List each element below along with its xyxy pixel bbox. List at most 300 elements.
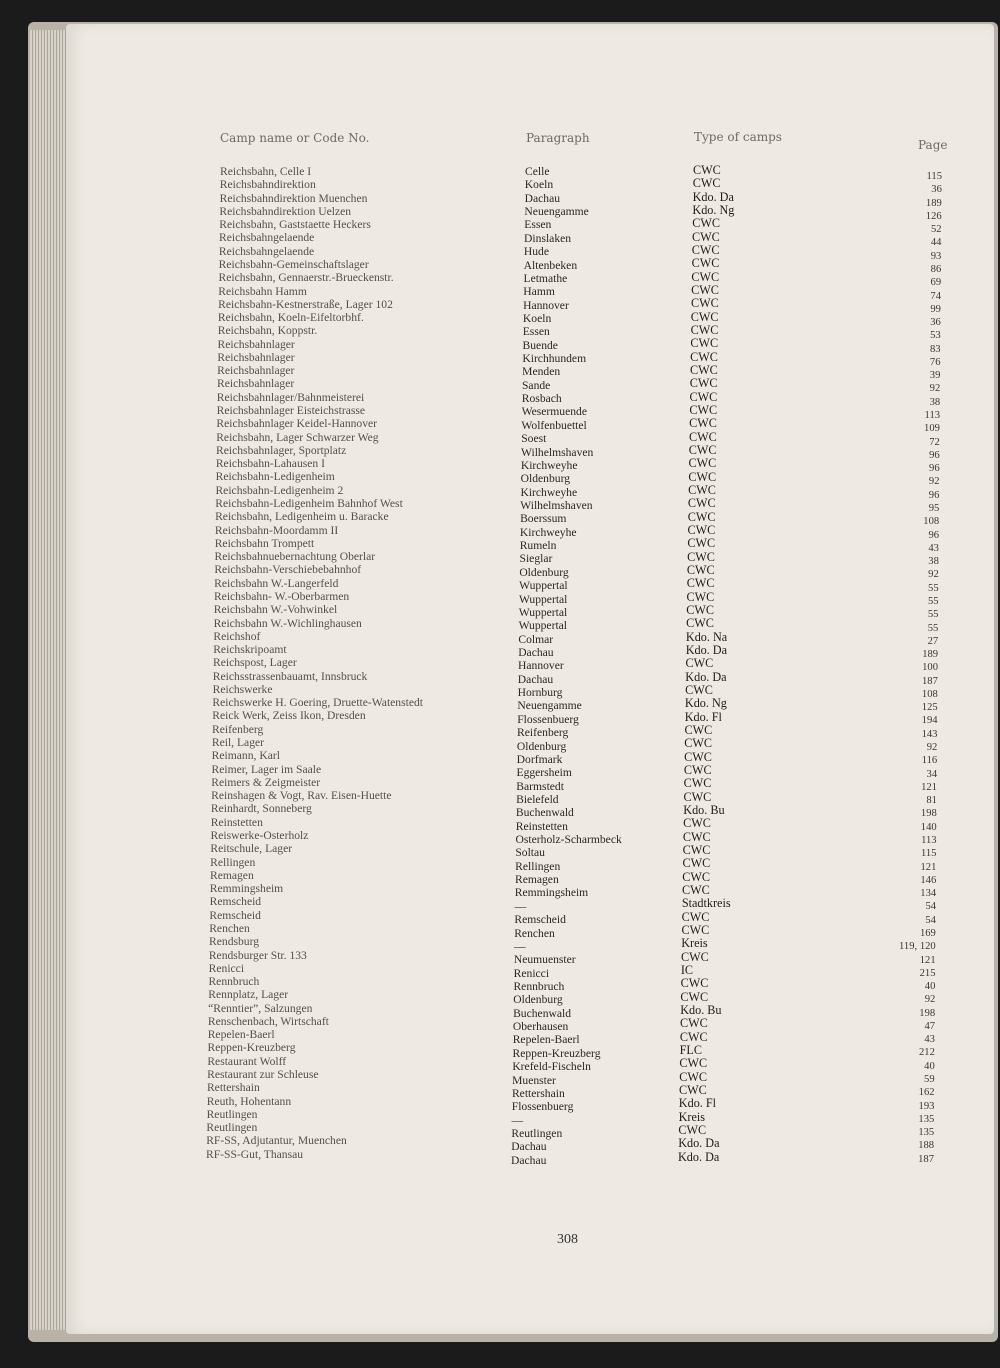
- table-row: [0, 709, 1000, 727]
- camp-type-cell: CWC: [682, 869, 711, 884]
- camp-type-cell: CWC: [690, 309, 719, 324]
- camp-type-cell: CWC: [689, 389, 718, 404]
- camp-type-cell: CWC: [682, 883, 710, 898]
- paragraph-cell: —: [514, 939, 526, 953]
- table-row: [0, 403, 1000, 422]
- page-cell: 59: [924, 1074, 935, 1086]
- camp-name-cell: Reichsbahn-Kestnerstraße, Lager 102: [218, 297, 393, 311]
- table-row: [0, 815, 1000, 833]
- table-row: [0, 669, 1000, 687]
- page-cell: 43: [928, 542, 939, 554]
- paragraph-cell: Reifenberg: [517, 726, 569, 740]
- camp-name-cell: Rennplatz, Lager: [208, 988, 289, 1002]
- paragraph-cell: Dinslaken: [524, 231, 572, 245]
- paragraph-cell: Buende: [522, 338, 558, 352]
- page-cell: 92: [928, 569, 939, 581]
- table-row: [0, 563, 1000, 581]
- paragraph-cell: Hude: [523, 245, 549, 259]
- camp-name-cell: Reichsbahn- W.-Oberbarmen: [213, 589, 350, 603]
- camp-type-cell: Kdo. Ng: [692, 203, 735, 217]
- paragraph-cell: Wuppertal: [518, 605, 568, 619]
- camp-type-cell: CWC: [686, 616, 714, 631]
- table-row: [0, 443, 1000, 461]
- page-cell: 38: [929, 396, 941, 408]
- page-cell: 198: [919, 1007, 936, 1019]
- paragraph-cell: Renicci: [513, 966, 550, 980]
- paragraph-cell: Neuengamme: [517, 699, 582, 713]
- page-cell: 212: [918, 1047, 935, 1059]
- page-cell: 74: [930, 290, 942, 302]
- paragraph-cell: Wilhelmshaven: [520, 499, 593, 513]
- paragraph-cell: Celle: [525, 165, 550, 178]
- paragraph-cell: Oldenburg: [519, 565, 569, 579]
- camp-name-cell: Remscheid: [209, 908, 261, 922]
- page-cell: 44: [930, 237, 942, 249]
- camp-type-cell: CWC: [693, 163, 721, 177]
- page-cell: 96: [929, 449, 940, 461]
- paragraph-cell: Rumeln: [519, 539, 557, 553]
- page-cell: 116: [921, 755, 938, 767]
- page-cell: 125: [921, 702, 938, 714]
- camp-type-cell: CWC: [691, 256, 720, 271]
- paragraph-cell: Muenster: [512, 1073, 556, 1087]
- camp-type-cell: FLC: [679, 1043, 702, 1058]
- paragraph-cell: Wolfenbuettel: [521, 418, 587, 432]
- paragraph-cell: Sieglar: [519, 552, 553, 566]
- page-cell: 187: [918, 1153, 934, 1165]
- camp-name-cell: Reil, Lager: [211, 736, 265, 750]
- table-row: [0, 163, 1000, 182]
- camp-name-cell: Reiswerke-Osterholz: [210, 829, 309, 842]
- table-row: [0, 988, 1000, 1007]
- camp-type-cell: CWC: [686, 589, 715, 604]
- paragraph-cell: Oldenburg: [520, 472, 571, 486]
- paragraph-cell: Dorfmark: [516, 752, 563, 766]
- page-cell: 93: [930, 250, 942, 262]
- table-row: [0, 509, 1000, 528]
- paragraph-cell: Buchenwald: [515, 806, 574, 820]
- paragraph-cell: Neumuenster: [513, 953, 576, 967]
- camp-name-cell: Rellingen: [210, 855, 256, 869]
- camp-name-cell: Rendsburg: [209, 935, 260, 949]
- page-cell: 36: [930, 317, 941, 329]
- camp-type-cell: CWC: [688, 443, 717, 457]
- camp-name-cell: Reichsbahn, Celle I: [220, 165, 312, 178]
- table-row: [0, 868, 1000, 887]
- camp-name-cell: Reichsbahn, Gennaerstr.-Brueckenstr.: [218, 271, 394, 285]
- camp-name-cell: Remagen: [209, 868, 254, 882]
- camp-type-cell: CWC: [680, 1016, 708, 1031]
- page-cell: 76: [929, 356, 941, 368]
- table-row: [0, 855, 1000, 873]
- camp-name-cell: Reinshagen & Vogt, Rav. Eisen-Huette: [211, 789, 392, 803]
- camp-type-cell: CWC: [681, 949, 709, 964]
- header-camp-name: Camp name or Code No.: [220, 131, 370, 145]
- page-cell: 43: [924, 1034, 935, 1046]
- camp-name-cell: Reichsbahn, Ledigenheim u. Baracke: [215, 510, 389, 524]
- page-cell: 113: [921, 835, 937, 846]
- camp-type-cell: CWC: [691, 269, 720, 284]
- paragraph-cell: Rettershain: [511, 1086, 565, 1100]
- camp-type-cell: Kdo. Ng: [684, 696, 727, 711]
- table-row: [0, 829, 1000, 847]
- page-cell: 55: [927, 622, 939, 634]
- page-cell: 95: [928, 503, 940, 514]
- camp-name-cell: Restaurant zur Schleuse: [207, 1068, 319, 1082]
- camp-type-cell: CWC: [686, 563, 715, 577]
- camp-name-cell: Reichswerke: [212, 682, 273, 696]
- paragraph-cell: Reppen-Kreuzberg: [512, 1046, 601, 1060]
- camp-type-cell: CWC: [679, 1029, 708, 1044]
- paragraph-cell: Kirchweyhe: [520, 485, 578, 499]
- camp-name-cell: Reichskripoamt: [213, 643, 287, 657]
- paragraph-cell: Koeln: [522, 311, 552, 325]
- page-cell: 100: [922, 662, 938, 674]
- camp-name-cell: Reutlingen: [206, 1107, 258, 1121]
- page-cell: 81: [926, 795, 937, 807]
- camp-type-cell: CWC: [687, 509, 716, 524]
- table-row: [0, 762, 1000, 780]
- camp-name-cell: Reichsbahn, Lager Schwarzer Weg: [216, 430, 379, 444]
- page-number: 308: [557, 1232, 578, 1247]
- paragraph-cell: Rennbruch: [513, 980, 565, 994]
- camp-type-cell: Kdo. Fl: [678, 1096, 717, 1111]
- camp-name-cell: Rendsburger Str. 133: [208, 948, 307, 962]
- camp-name-cell: Reichsbahnlager, Sportplatz: [216, 443, 347, 457]
- camp-name-cell: Reifenberg: [212, 722, 264, 736]
- camp-name-cell: Reichsbahn-Lahausen I: [215, 457, 325, 471]
- page-cell: 39: [929, 370, 941, 382]
- camp-type-cell: CWC: [681, 923, 710, 938]
- camp-type-cell: CWC: [690, 323, 719, 338]
- paragraph-cell: Wesermuende: [521, 405, 587, 419]
- camp-type-cell: CWC: [685, 683, 713, 697]
- table-row: [0, 802, 1000, 820]
- camp-name-cell: Reichsbahnlager Keidel-Hannover: [216, 417, 378, 431]
- camp-name-cell: Reitschule, Lager: [210, 842, 293, 856]
- table-row: [0, 656, 1000, 674]
- camp-type-cell: CWC: [682, 829, 711, 844]
- camp-name-cell: Reichsbahn-Moordamm II: [214, 523, 339, 537]
- page-cell: 55: [927, 609, 939, 621]
- camp-name-cell: RF-SS, Adjutantur, Muenchen: [206, 1134, 347, 1148]
- page-cell: 92: [924, 994, 936, 1006]
- camp-name-cell: Reichsbahn Hamm: [218, 284, 307, 298]
- table-row: [0, 456, 1000, 475]
- page-cell: 109: [924, 423, 940, 435]
- camp-name-cell: Reichsbahn-Ledigenheim: [215, 470, 335, 484]
- page-cell: 215: [919, 967, 936, 979]
- table-row: [0, 789, 1000, 807]
- page-cell: 53: [930, 330, 941, 342]
- table-row: [0, 549, 1000, 568]
- paragraph-cell: Krefeld-Fischeln: [512, 1060, 591, 1074]
- table-row: [0, 1041, 1000, 1060]
- paragraph-cell: Kirchhundem: [522, 352, 587, 366]
- page-cell: 189: [925, 197, 942, 209]
- table-row: [0, 749, 1000, 767]
- paragraph-cell: Oberhausen: [512, 1020, 569, 1034]
- camp-name-cell: “Renntier”, Salzungen: [208, 1001, 313, 1015]
- camp-type-cell: CWC: [686, 603, 715, 618]
- paragraph-cell: —: [511, 1113, 524, 1127]
- paragraph-cell: Eggersheim: [516, 766, 572, 780]
- paragraph-cell: Reinstetten: [515, 819, 568, 833]
- camp-type-cell: Stadtkreis: [681, 896, 731, 911]
- camp-name-cell: Reichsbahnlager: [216, 377, 295, 391]
- camp-name-cell: Reinhardt, Sonneberg: [210, 802, 312, 816]
- camp-name-cell: Reichsbahn W.-Vohwinkel: [213, 603, 338, 617]
- camp-type-cell: CWC: [689, 376, 718, 391]
- table-row: [0, 363, 1000, 382]
- camp-type-cell: CWC: [681, 909, 710, 924]
- paragraph-cell: Remmingsheim: [514, 886, 589, 900]
- camp-type-cell: CWC: [684, 736, 713, 751]
- page-cell: 169: [919, 927, 936, 939]
- paragraph-cell: Colmar: [518, 632, 554, 646]
- camp-type-cell: CWC: [691, 283, 719, 298]
- camp-name-cell: Reichswerke H. Goering, Druette-Watenstedt: [212, 696, 423, 710]
- page-cell: 188: [918, 1140, 935, 1152]
- page-cell: 121: [920, 861, 937, 873]
- camp-name-cell: RF-SS-Gut, Thansau: [206, 1147, 304, 1161]
- header-paragraph: Paragraph: [526, 131, 590, 145]
- camp-type-cell: Kdo. Bu: [680, 1003, 722, 1018]
- page-cell: 121: [919, 954, 936, 966]
- camp-name-cell: Reimer, Lager im Saale: [211, 762, 322, 776]
- camp-type-cell: CWC: [679, 1056, 708, 1071]
- camp-name-cell: Reuth, Hohentann: [206, 1094, 292, 1108]
- camp-name-cell: Reimers & Zeigmeister: [211, 775, 321, 789]
- camp-type-cell: IC: [680, 963, 694, 978]
- camp-name-cell: Reppen-Kreuzberg: [207, 1041, 296, 1055]
- paragraph-cell: Altenbeken: [523, 258, 578, 272]
- camp-type-cell: CWC: [680, 976, 709, 991]
- paragraph-cell: Kirchweyhe: [519, 525, 577, 539]
- page-cell: 126: [925, 210, 942, 222]
- camp-name-cell: Reichsbahnlager: [217, 364, 295, 378]
- camp-type-cell: CWC: [679, 1083, 707, 1098]
- table-row: [0, 682, 1000, 700]
- camp-name-cell: Reichspost, Lager: [213, 656, 297, 670]
- page-cell: 119, 120: [899, 941, 936, 953]
- paragraph-cell: Hannover: [523, 298, 569, 312]
- camp-name-cell: Reichsbahn-Ledigenheim 2: [215, 483, 344, 497]
- paragraph-cell: Essen: [522, 325, 550, 339]
- camp-type-cell: CWC: [688, 456, 717, 471]
- page-cell: 54: [925, 914, 936, 926]
- camp-type-cell: CWC: [683, 789, 712, 804]
- camp-name-cell: Reichsbahndirektion Uelzen: [219, 204, 352, 218]
- paragraph-cell: Menden: [522, 365, 561, 379]
- page-cell: 92: [929, 383, 941, 395]
- table-row: [0, 523, 1000, 541]
- page-cell: 108: [923, 516, 940, 528]
- table-row: [0, 1081, 1000, 1100]
- camp-name-cell: Reichshof: [213, 629, 261, 643]
- paragraph-cell: Dachau: [524, 191, 561, 205]
- page-cell: 115: [926, 171, 942, 182]
- paragraph-cell: Soltau: [515, 846, 545, 860]
- paragraph-cell: Dachau: [518, 645, 554, 659]
- page-cell: 193: [918, 1100, 935, 1112]
- paragraph-cell: Hamm: [523, 285, 555, 299]
- table-row: [0, 483, 1000, 501]
- table-row: [0, 842, 1000, 860]
- camp-name-cell: Reichsbahnlager: [217, 350, 295, 364]
- table-row: [0, 948, 1000, 967]
- paragraph-cell: Kirchweyhe: [520, 458, 578, 472]
- paragraph-cell: Flossenbuerg: [511, 1100, 574, 1114]
- paragraph-cell: Flossenbuerg: [517, 712, 579, 726]
- camp-name-cell: Reichsbahn, Koeln-Eifeltorbhf.: [217, 311, 364, 325]
- camp-type-cell: CWC: [678, 1123, 707, 1138]
- camp-type-cell: CWC: [689, 416, 717, 431]
- camp-type-cell: CWC: [690, 349, 718, 364]
- camp-name-cell: Reichsbahnuebernachtung Oberlar: [214, 550, 376, 564]
- table-row: [0, 1068, 1000, 1087]
- page-cell: 198: [920, 808, 937, 820]
- table-row: [0, 1001, 1000, 1020]
- table-row: [0, 1147, 1000, 1167]
- paragraph-cell: Dachau: [511, 1140, 547, 1154]
- page-cell: 69: [930, 277, 942, 289]
- camp-name-cell: Reichsbahndirektion Muenchen: [219, 191, 368, 205]
- paragraph-cell: Soest: [521, 432, 547, 446]
- page-cell: 55: [927, 595, 939, 607]
- camp-type-cell: CWC: [688, 469, 717, 484]
- paragraph-cell: Koeln: [524, 178, 554, 192]
- camp-name-cell: Reichsbahngelaende: [218, 244, 315, 258]
- camp-name-cell: Remmingsheim: [209, 882, 284, 896]
- table-row: [0, 696, 1000, 714]
- camp-name-cell: Renicci: [208, 961, 245, 975]
- camp-name-cell: Reimann, Karl: [211, 749, 280, 763]
- camp-name-cell: Renchen: [209, 921, 250, 935]
- table-row: [0, 895, 1000, 913]
- page-cell: 36: [931, 184, 942, 196]
- header-type-of-camps: Type of camps: [694, 130, 782, 144]
- camp-name-cell: Repelen-Baerl: [207, 1028, 275, 1042]
- camp-type-cell: Kreis: [681, 936, 708, 951]
- page-cell: 38: [928, 556, 939, 568]
- table-row: [0, 882, 1000, 900]
- camp-name-cell: Reichsbahnlager Eisteichstrasse: [216, 404, 366, 418]
- camp-type-cell: CWC: [689, 403, 718, 418]
- paragraph-cell: Letmathe: [523, 271, 568, 285]
- camp-type-cell: CWC: [688, 483, 716, 498]
- camp-type-cell: CWC: [691, 229, 720, 244]
- paragraph-cell: Barmstedt: [516, 779, 564, 793]
- camp-name-cell: Reichsbahndirektion: [219, 178, 316, 192]
- page-cell: 47: [924, 1020, 936, 1032]
- camp-type-cell: CWC: [687, 549, 715, 564]
- table-row: [0, 643, 1000, 661]
- page-cell: 134: [920, 888, 937, 900]
- page-cell: 27: [927, 635, 939, 647]
- camp-name-cell: Reick Werk, Zeiss Ikon, Dresden: [212, 709, 366, 723]
- camp-name-cell: Rennbruch: [208, 975, 260, 989]
- header-page: Page: [918, 138, 948, 152]
- camp-name-cell: Remscheid: [209, 895, 262, 909]
- camp-type-cell: CWC: [690, 336, 719, 351]
- table-row: [0, 1121, 1000, 1140]
- table-row: [0, 961, 1000, 980]
- camp-type-cell: CWC: [679, 1069, 707, 1084]
- camp-name-cell: Reichsbahnlager: [217, 337, 295, 351]
- page-cell: 194: [921, 715, 938, 727]
- paragraph-cell: Renchen: [514, 926, 555, 940]
- paragraph-cell: Bielefeld: [516, 792, 559, 806]
- page-cell: 99: [930, 303, 941, 315]
- page-cell: 86: [930, 263, 942, 275]
- paragraph-cell: Neuengamme: [524, 205, 589, 219]
- camp-type-cell: CWC: [685, 656, 714, 671]
- paragraph-cell: Remscheid: [514, 913, 566, 927]
- paragraph-cell: Wuppertal: [519, 579, 568, 593]
- paragraph-cell: Buchenwald: [513, 1006, 572, 1020]
- camp-type-cell: CWC: [687, 523, 716, 537]
- camp-type-cell: CWC: [686, 576, 715, 591]
- camp-name-cell: Reichsbahngelaende: [219, 231, 315, 245]
- paragraph-cell: Dachau: [517, 672, 554, 686]
- paragraph-cell: Hannover: [518, 659, 564, 673]
- camp-type-cell: CWC: [687, 496, 716, 511]
- camp-type-cell: CWC: [684, 723, 713, 738]
- page-cell: 40: [924, 981, 936, 993]
- table-row: [0, 935, 1000, 953]
- camp-name-cell: Reutlingen: [206, 1121, 258, 1135]
- table-row: [0, 722, 1000, 740]
- paragraph-cell: Repelen-Baerl: [512, 1033, 580, 1047]
- camp-type-cell: Kdo. Na: [685, 629, 728, 644]
- camp-type-cell: CWC: [683, 763, 712, 778]
- table-row: [0, 589, 1000, 607]
- page-cell: 96: [928, 529, 940, 541]
- camp-type-cell: Kreis: [678, 1109, 705, 1124]
- camp-name-cell: Reinstetten: [210, 815, 263, 829]
- page-cell: 189: [922, 649, 939, 661]
- page-cell: 121: [921, 781, 938, 793]
- table-row: [0, 736, 1000, 754]
- paragraph-cell: Wuppertal: [518, 619, 568, 633]
- page-cell: 52: [930, 224, 942, 236]
- camp-name-cell: Reichsbahn Trompett: [214, 536, 315, 550]
- table-row: [0, 1054, 1000, 1074]
- paragraph-cell: Wilhelmshaven: [521, 445, 594, 459]
- camp-type-cell: CWC: [680, 989, 709, 1004]
- page-cell: 135: [918, 1113, 935, 1125]
- table-row: [0, 496, 1000, 514]
- page-cell: 187: [922, 675, 938, 687]
- camp-type-cell: CWC: [690, 296, 719, 311]
- camp-type-cell: CWC: [689, 363, 718, 377]
- page-cell: 72: [929, 436, 940, 448]
- page-cell: 162: [918, 1087, 935, 1099]
- camp-type-cell: CWC: [687, 536, 716, 551]
- page-cell: 34: [926, 768, 938, 780]
- table-row: [0, 921, 1000, 940]
- camp-type-cell: CWC: [692, 216, 720, 231]
- table-row: [0, 1028, 1000, 1047]
- table-row: [0, 616, 1000, 634]
- paragraph-cell: Rellingen: [515, 859, 561, 873]
- table-row: [0, 775, 1000, 793]
- camp-type-cell: CWC: [684, 749, 712, 764]
- camp-name-cell: Reichsbahn, Koppstr.: [217, 324, 318, 338]
- table-row: [0, 603, 1000, 621]
- paragraph-cell: Sande: [521, 378, 551, 392]
